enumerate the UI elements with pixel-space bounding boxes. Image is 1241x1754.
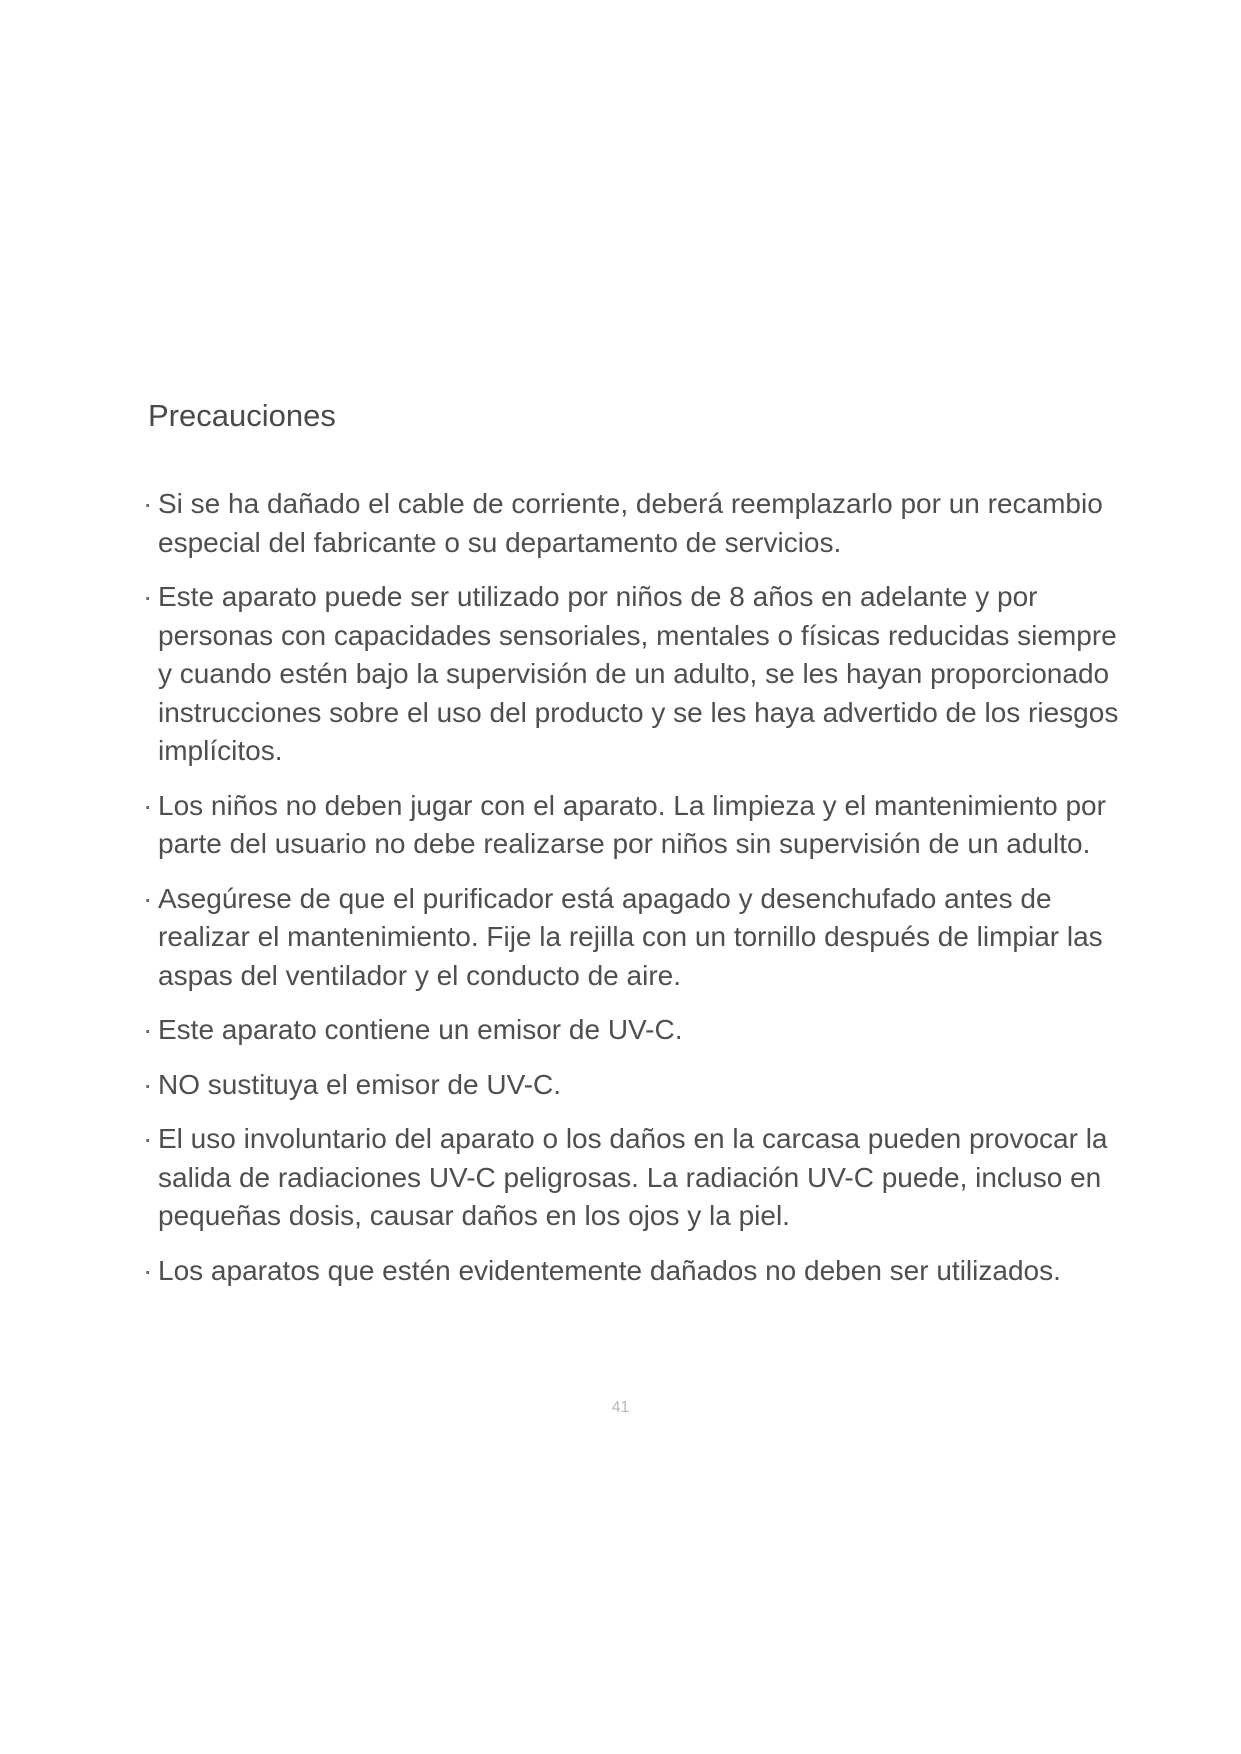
- bullet-dot: ·: [143, 488, 153, 519]
- bullet-dot: ·: [143, 1254, 153, 1286]
- bullet-dot: ·: [143, 1068, 153, 1100]
- precaution-item: [143, 1252, 1123, 1291]
- bullet-dot: ·: [143, 1014, 153, 1045]
- precaution-item: [143, 1011, 1123, 1050]
- precaution-item: [143, 880, 1123, 996]
- bullet-dot: ·: [143, 581, 153, 612]
- precaution-text: Si se ha dañado el cable de corriente, deberá reemplazarlo por un recambio especial del fabricante o su departamento de servicios.: [158, 488, 1103, 558]
- precaution-text: Asegúrese de que el purificador está apagado y desenchufado antes de realizar el mantenimiento. Fije la rejilla con un tornillo después de limpiar las aspas del ventilador y el conducto de aire.: [158, 882, 1103, 991]
- precaution-item: [143, 485, 1123, 562]
- page-title: Precauciones: [148, 398, 336, 433]
- precaution-text: Los niños no deben jugar con el aparato. La limpieza y el mantenimiento por parte del usuario no debe realizarse por niños sin supervisión de un adulto.: [158, 789, 1106, 859]
- bullet-dot: ·: [143, 1123, 153, 1154]
- precaution-list: [143, 485, 1123, 1306]
- bullet-dot: ·: [143, 882, 153, 914]
- precaution-text: Los aparatos que estén evidentemente dañados no deben ser utilizados.: [158, 1254, 1061, 1286]
- bullet-dot: ·: [143, 789, 153, 821]
- precaution-item: [143, 578, 1123, 771]
- precaution-item: [143, 1066, 1123, 1105]
- precaution-text: Este aparato contiene un emisor de UV-C.: [158, 1014, 683, 1045]
- precaution-text: Este aparato puede ser utilizado por niños de 8 años en adelante y por personas con capacidades sensoriales, mentales o físicas reducidas siempre y cuando estén bajo la supervisión de un adulto, se les hayan proporcionado instrucciones sobre el uso del producto y se les haya advertido de los riesgos implícitos.: [158, 581, 1119, 766]
- precaution-item: [143, 1120, 1123, 1236]
- precaution-item: [143, 787, 1123, 864]
- precaution-text: El uso involuntario del aparato o los daños en la carcasa pueden provocar la salida de radiaciones UV-C peligrosas. La radiación UV-C puede, incluso en pequeñas dosis, causar daños en los ojos y la piel.: [158, 1123, 1108, 1231]
- precaution-text: NO sustituya el emisor de UV-C.: [158, 1068, 562, 1100]
- page-number: 41: [611, 1399, 630, 1416]
